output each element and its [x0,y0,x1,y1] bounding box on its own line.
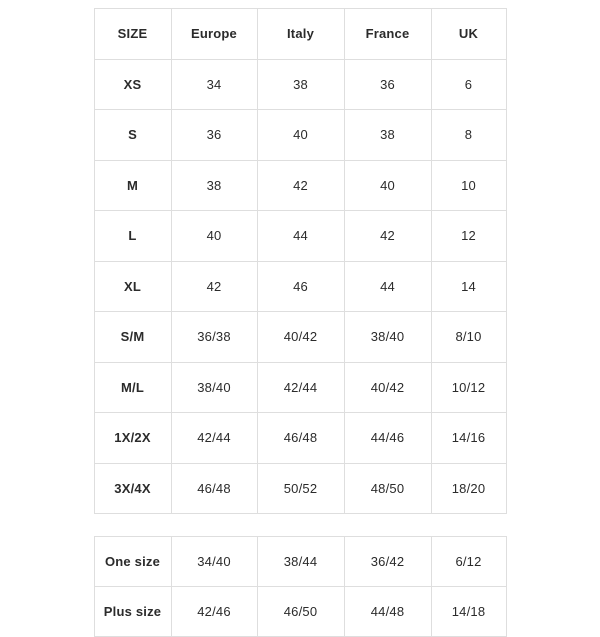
table-row [94,362,506,413]
cell-italy: 46/50 [257,587,344,637]
cell-europe: 34 [171,59,257,110]
cell-europe: 38/40 [171,362,257,413]
row-label: 3X/4X [94,463,171,514]
cell-europe: 46/48 [171,463,257,514]
table-row [94,160,506,211]
row-label: M/L [94,362,171,413]
table-row [94,413,506,464]
cell-europe: 42 [171,261,257,312]
cell-uk: 18/20 [431,463,506,514]
cell-europe: 40 [171,211,257,262]
column-header-size: SIZE [94,9,171,60]
row-label: S/M [94,312,171,363]
cell-france: 48/50 [344,463,431,514]
cell-france: 42 [344,211,431,262]
cell-uk: 14/16 [431,413,506,464]
cell-italy: 46/48 [257,413,344,464]
table-row [94,312,506,363]
row-label: S [94,110,171,161]
cell-italy: 38/44 [257,537,344,587]
cell-france: 40 [344,160,431,211]
table-row [94,587,506,637]
table-row [94,261,506,312]
table-separator [0,514,600,536]
cell-europe: 36 [171,110,257,161]
cell-france: 40/42 [344,362,431,413]
size-conversion-table [94,8,507,514]
cell-france: 38/40 [344,312,431,363]
column-header-italy: Italy [257,9,344,60]
cell-europe: 34/40 [171,537,257,587]
cell-europe: 42/44 [171,413,257,464]
table-row [94,110,506,161]
cell-italy: 44 [257,211,344,262]
cell-italy: 38 [257,59,344,110]
cell-uk: 10/12 [431,362,506,413]
cell-europe: 42/46 [171,587,257,637]
row-label: M [94,160,171,211]
cell-france: 44/46 [344,413,431,464]
row-label: Plus size [94,587,171,637]
cell-italy: 50/52 [257,463,344,514]
cell-italy: 42/44 [257,362,344,413]
table-header-row [94,9,506,60]
row-label: 1X/2X [94,413,171,464]
cell-italy: 40 [257,110,344,161]
cell-france: 44/48 [344,587,431,637]
column-header-europe: Europe [171,9,257,60]
cell-uk: 8/10 [431,312,506,363]
row-label: XS [94,59,171,110]
row-label: XL [94,261,171,312]
cell-uk: 14/18 [431,587,506,637]
row-label: L [94,211,171,262]
cell-france: 38 [344,110,431,161]
cell-europe: 38 [171,160,257,211]
cell-uk: 10 [431,160,506,211]
row-label: One size [94,537,171,587]
cell-uk: 6/12 [431,537,506,587]
cell-uk: 8 [431,110,506,161]
column-header-uk: UK [431,9,506,60]
cell-uk: 14 [431,261,506,312]
cell-italy: 40/42 [257,312,344,363]
table-row [94,59,506,110]
cell-italy: 42 [257,160,344,211]
cell-italy: 46 [257,261,344,312]
column-header-france: France [344,9,431,60]
cell-france: 36 [344,59,431,110]
table-row [94,463,506,514]
cell-europe: 36/38 [171,312,257,363]
table-row [94,211,506,262]
table-row [94,537,506,587]
cell-france: 36/42 [344,537,431,587]
cell-france: 44 [344,261,431,312]
cell-uk: 6 [431,59,506,110]
cell-uk: 12 [431,211,506,262]
special-sizes-table [94,536,507,637]
